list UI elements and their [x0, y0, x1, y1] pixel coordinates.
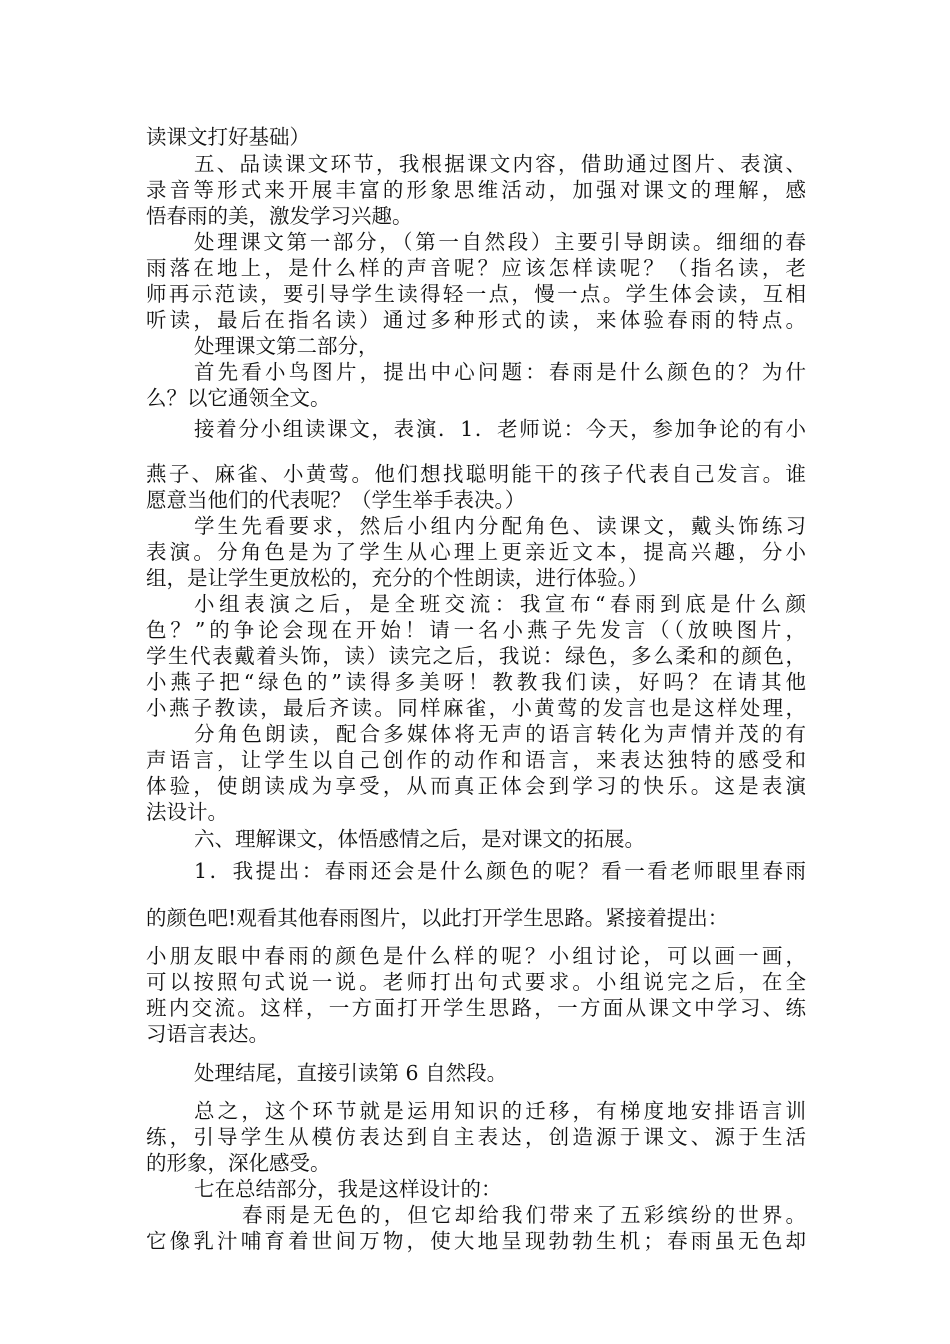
- text-line: 处理课文第二部分，: [194, 334, 379, 358]
- text-line: 小燕子把“绿色的”读得多美呀！教教我们读，好吗？在请其他: [146, 670, 806, 694]
- text-line: 处理结尾，直接引读第 6 自然段。: [194, 1061, 508, 1085]
- text-line: 学生先看要求，然后小组内分配角色、读课文，戴头饰练习: [194, 514, 806, 538]
- text-line: 学生代表戴着头饰，读）读完之后，我说：绿色，多么柔和的颜色，: [146, 644, 806, 668]
- text-line: 分角色朗读，配合多媒体将无声的语言转化为声情并茂的有: [194, 722, 806, 746]
- text-line: 师再示范读，要引导学生读得轻一点，慢一点。学生体会读，互相: [146, 282, 806, 306]
- text-line: 么？以它通领全文。: [146, 386, 331, 410]
- text-line: 听读，最后在指名读）通过多种形式的读，来体验春雨的特点。: [146, 308, 806, 332]
- text-line: 1．我提出：春雨还会是什么颜色的呢？看一看老师眼里春雨: [194, 859, 806, 883]
- text-line: 班内交流。这样，一方面打开学生思路，一方面从课文中学习、练: [146, 996, 806, 1020]
- text-line: 处理课文第一部分，（第一自然段）主要引导朗读。细细的春: [194, 230, 806, 254]
- text-line: 燕子、麻雀、小黄莺。他们想找聪明能干的孩子代表自己发言。谁: [146, 462, 806, 486]
- text-line: 体验，使朗读成为享受，从而真正体会到学习的快乐。这是表演: [146, 774, 806, 798]
- text-line: 的颜色吧!观看其他春雨图片，以此打开学生思路。紧接着提出：: [146, 906, 729, 930]
- text-line: 六、理解课文，体悟感情之后，是对课文的拓展。: [194, 827, 645, 851]
- text-line: 小组表演之后，是全班交流：我宣布“春雨到底是什么颜: [194, 592, 806, 616]
- text-line: 愿意当他们的代表呢？（学生举手表决。）: [146, 488, 526, 512]
- text-line: 它像乳汁哺育着世间万物，使大地呈现勃勃生机；春雨虽无色却: [146, 1229, 806, 1253]
- text-line: 雨落在地上，是什么样的声音呢？应该怎样读呢？（指名读，老: [146, 256, 806, 280]
- text-line: 录音等形式来开展丰富的形象思维活动，加强对课文的理解，感: [146, 178, 806, 202]
- text-line: 春雨是无色的，但它却给我们带来了五彩缤纷的世界。: [242, 1203, 806, 1227]
- text-line: 可以按照句式说一说。老师打出句式要求。小组说完之后，在全: [146, 970, 806, 994]
- text-line: 总之，这个环节就是运用知识的迁移，有梯度地安排语言训: [194, 1099, 806, 1123]
- text-line: 习语言表达。: [146, 1022, 269, 1046]
- text-line: 五、品读课文环节，我根据课文内容，借助通过图片、表演、: [194, 152, 806, 176]
- text-line: 接着分小组读课文，表演．1．老师说：今天，参加争论的有小: [194, 417, 806, 441]
- text-line: 小燕子教读，最后齐读。同样麻雀，小黄莺的发言也是这样处理，: [146, 696, 806, 720]
- text-line: 法设计。: [146, 800, 228, 824]
- text-line: 练，引导学生从模仿表达到自主表达，创造源于课文、源于生活: [146, 1125, 806, 1149]
- text-line: 悟春雨的美，激发学习兴趣。: [146, 204, 413, 228]
- text-line: 色？”的争论会现在开始！请一名小燕子先发言（（放映图片，: [146, 618, 806, 642]
- text-line: 首先看小鸟图片，提出中心问题：春雨是什么颜色的？为什: [194, 360, 806, 384]
- text-line: 的形象，深化感受。: [146, 1151, 331, 1175]
- text-line: 声语言，让学生以自己创作的动作和语言，来表达独特的感受和: [146, 748, 806, 772]
- text-line: 表演。分角色是为了学生从心理上更亲近文本，提高兴趣，分小: [146, 540, 806, 564]
- text-line: 小朋友眼中春雨的颜色是什么样的呢？小组讨论，可以画一画，: [146, 944, 806, 968]
- text-line: 七在总结部分，我是这样设计的：: [194, 1177, 502, 1201]
- text-line: 组，是让学生更放松的，充分的个性朗读，进行体验。）: [146, 566, 649, 590]
- text-line: 读课文打好基础）: [146, 125, 310, 149]
